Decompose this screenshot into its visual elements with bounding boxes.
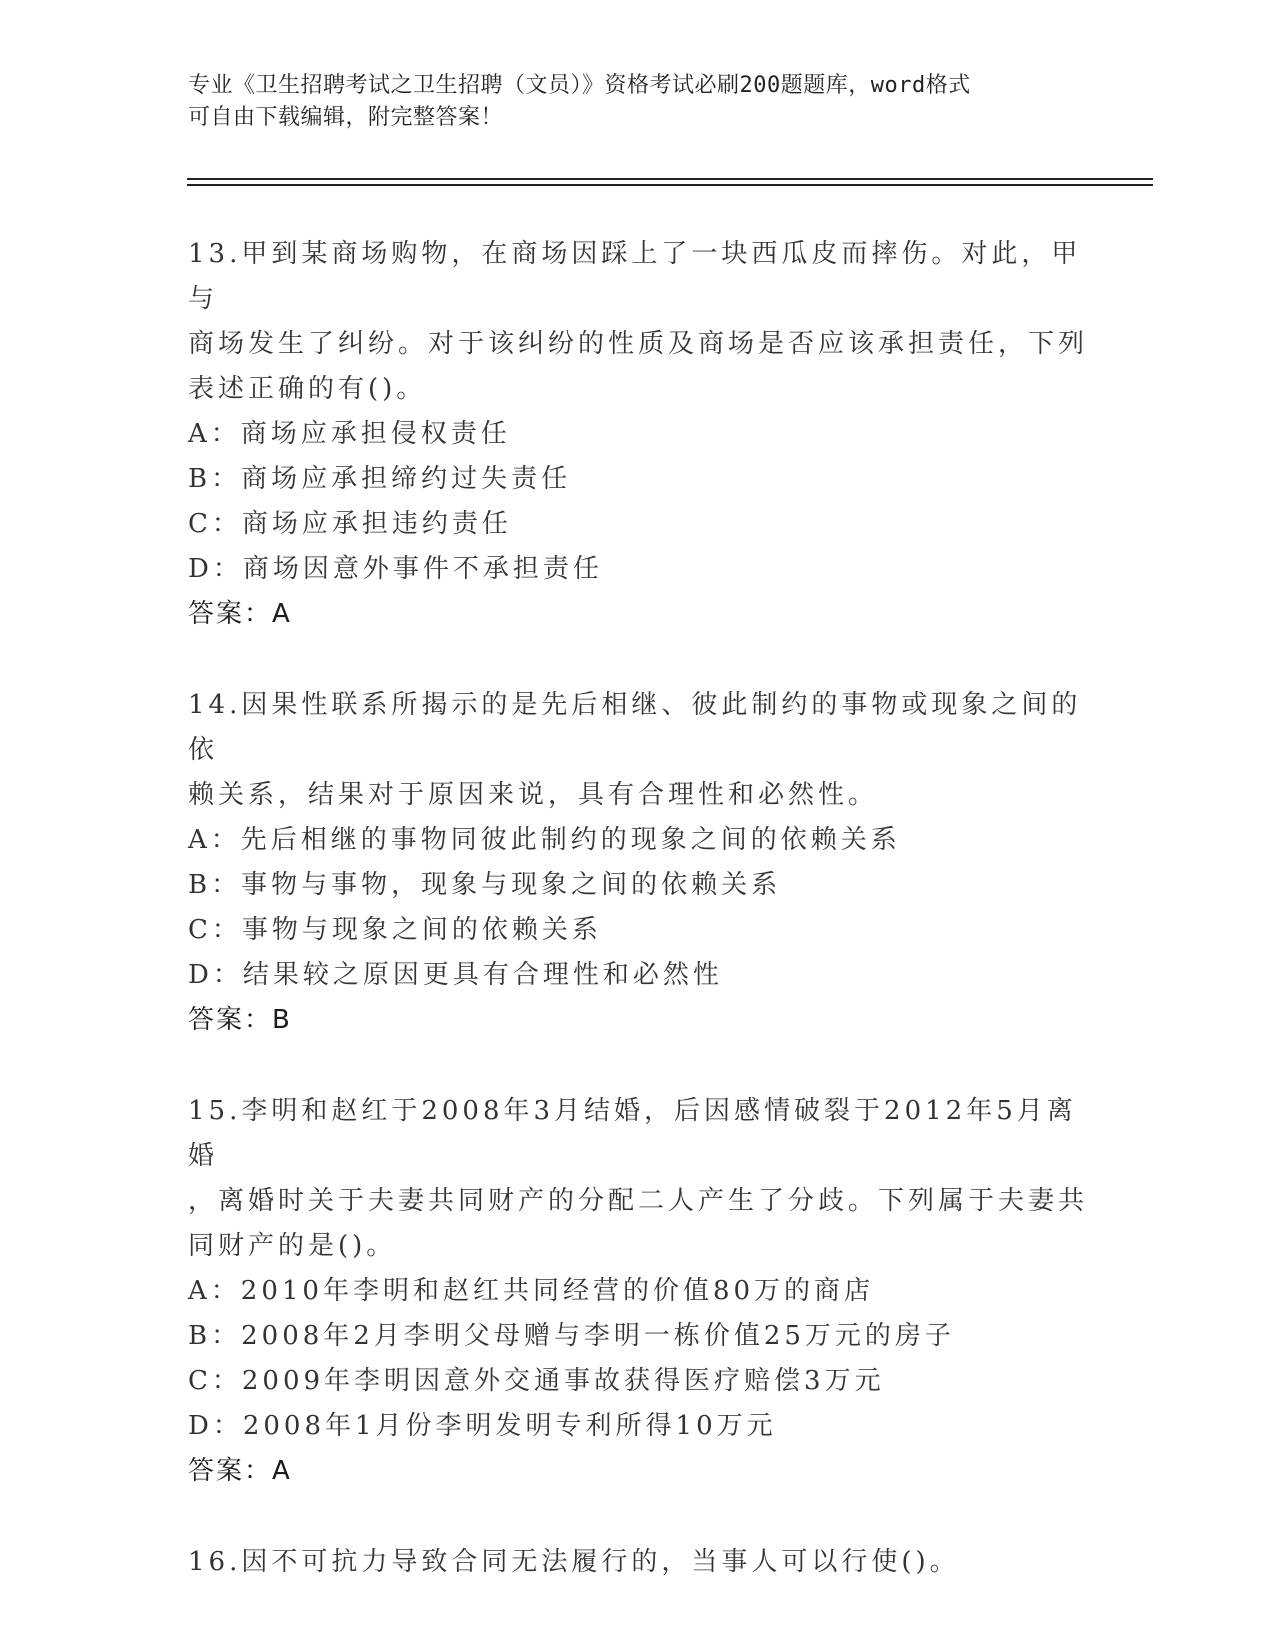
question-stem-line: 商场发生了纠纷。对于该纠纷的性质及商场是否应该承担责任，下列 bbox=[188, 329, 1089, 359]
option-b: B：事物与事物，现象与现象之间的依赖关系 bbox=[188, 870, 782, 900]
option-b: B：商场应承担缔约过失责任 bbox=[188, 464, 572, 494]
option-d: D：商场因意外事件不承担责任 bbox=[188, 554, 603, 584]
option-d: D：2008年1月份李明发明专利所得10万元 bbox=[188, 1411, 777, 1441]
question-14 bbox=[188, 683, 1088, 1043]
option-a: A：2010年李明和赵红共同经营的价值80万的商店 bbox=[188, 1276, 875, 1306]
question-stem-line: 同财产的是()。 bbox=[188, 1231, 397, 1261]
option-c: C：2009年李明因意外交通事故获得医疗赔偿3万元 bbox=[188, 1366, 885, 1396]
option-d: D：结果较之原因更具有合理性和必然性 bbox=[188, 960, 723, 990]
answer-label: 答案：A bbox=[188, 599, 292, 629]
answer-label: 答案：B bbox=[188, 1005, 292, 1035]
header-divider bbox=[187, 178, 1153, 180]
question-stem-line: 13.甲到某商场购物，在商场因踩上了一块西瓜皮而摔伤。对此，甲与 bbox=[188, 239, 1082, 314]
header-divider-double bbox=[187, 184, 1153, 186]
question-stem-line: 16.因不可抗力导致合同无法履行的，当事人可以行使()。 bbox=[188, 1547, 960, 1577]
option-c: C：商场应承担违约责任 bbox=[188, 509, 512, 539]
question-15 bbox=[188, 1089, 1088, 1494]
question-stem-line: 14.因果性联系所揭示的是先后相继、彼此制约的事物或现象之间的依 bbox=[188, 690, 1082, 765]
document-header bbox=[188, 70, 1068, 134]
option-c: C：事物与现象之间的依赖关系 bbox=[188, 915, 602, 945]
question-13 bbox=[188, 232, 1088, 637]
question-stem-line: 赖关系，结果对于原因来说，具有合理性和必然性。 bbox=[188, 780, 879, 810]
option-a: A：商场应承担侵权责任 bbox=[188, 419, 511, 449]
header-line-1: 专业《卫生招聘考试之卫生招聘（文员）》资格考试必刷200题题库，word格式 bbox=[188, 73, 971, 98]
option-a: A：先后相继的事物同彼此制约的现象之间的依赖关系 bbox=[188, 825, 901, 855]
question-stem-line: ，离婚时关于夫妻共同财产的分配二人产生了分歧。下列属于夫妻共 bbox=[188, 1186, 1089, 1216]
option-b: B：2008年2月李明父母赠与李明一栋价值25万元的房子 bbox=[188, 1321, 955, 1351]
header-line-2: 可自由下载编辑，附完整答案！ bbox=[188, 105, 504, 130]
answer-label: 答案：A bbox=[188, 1456, 292, 1486]
question-stem-line: 表述正确的有()。 bbox=[188, 374, 427, 404]
question-stem-line: 15.李明和赵红于2008年3月结婚，后因感情破裂于2012年5月离婚 bbox=[188, 1096, 1077, 1171]
question-16 bbox=[188, 1540, 1088, 1585]
question-list bbox=[188, 232, 1088, 1631]
